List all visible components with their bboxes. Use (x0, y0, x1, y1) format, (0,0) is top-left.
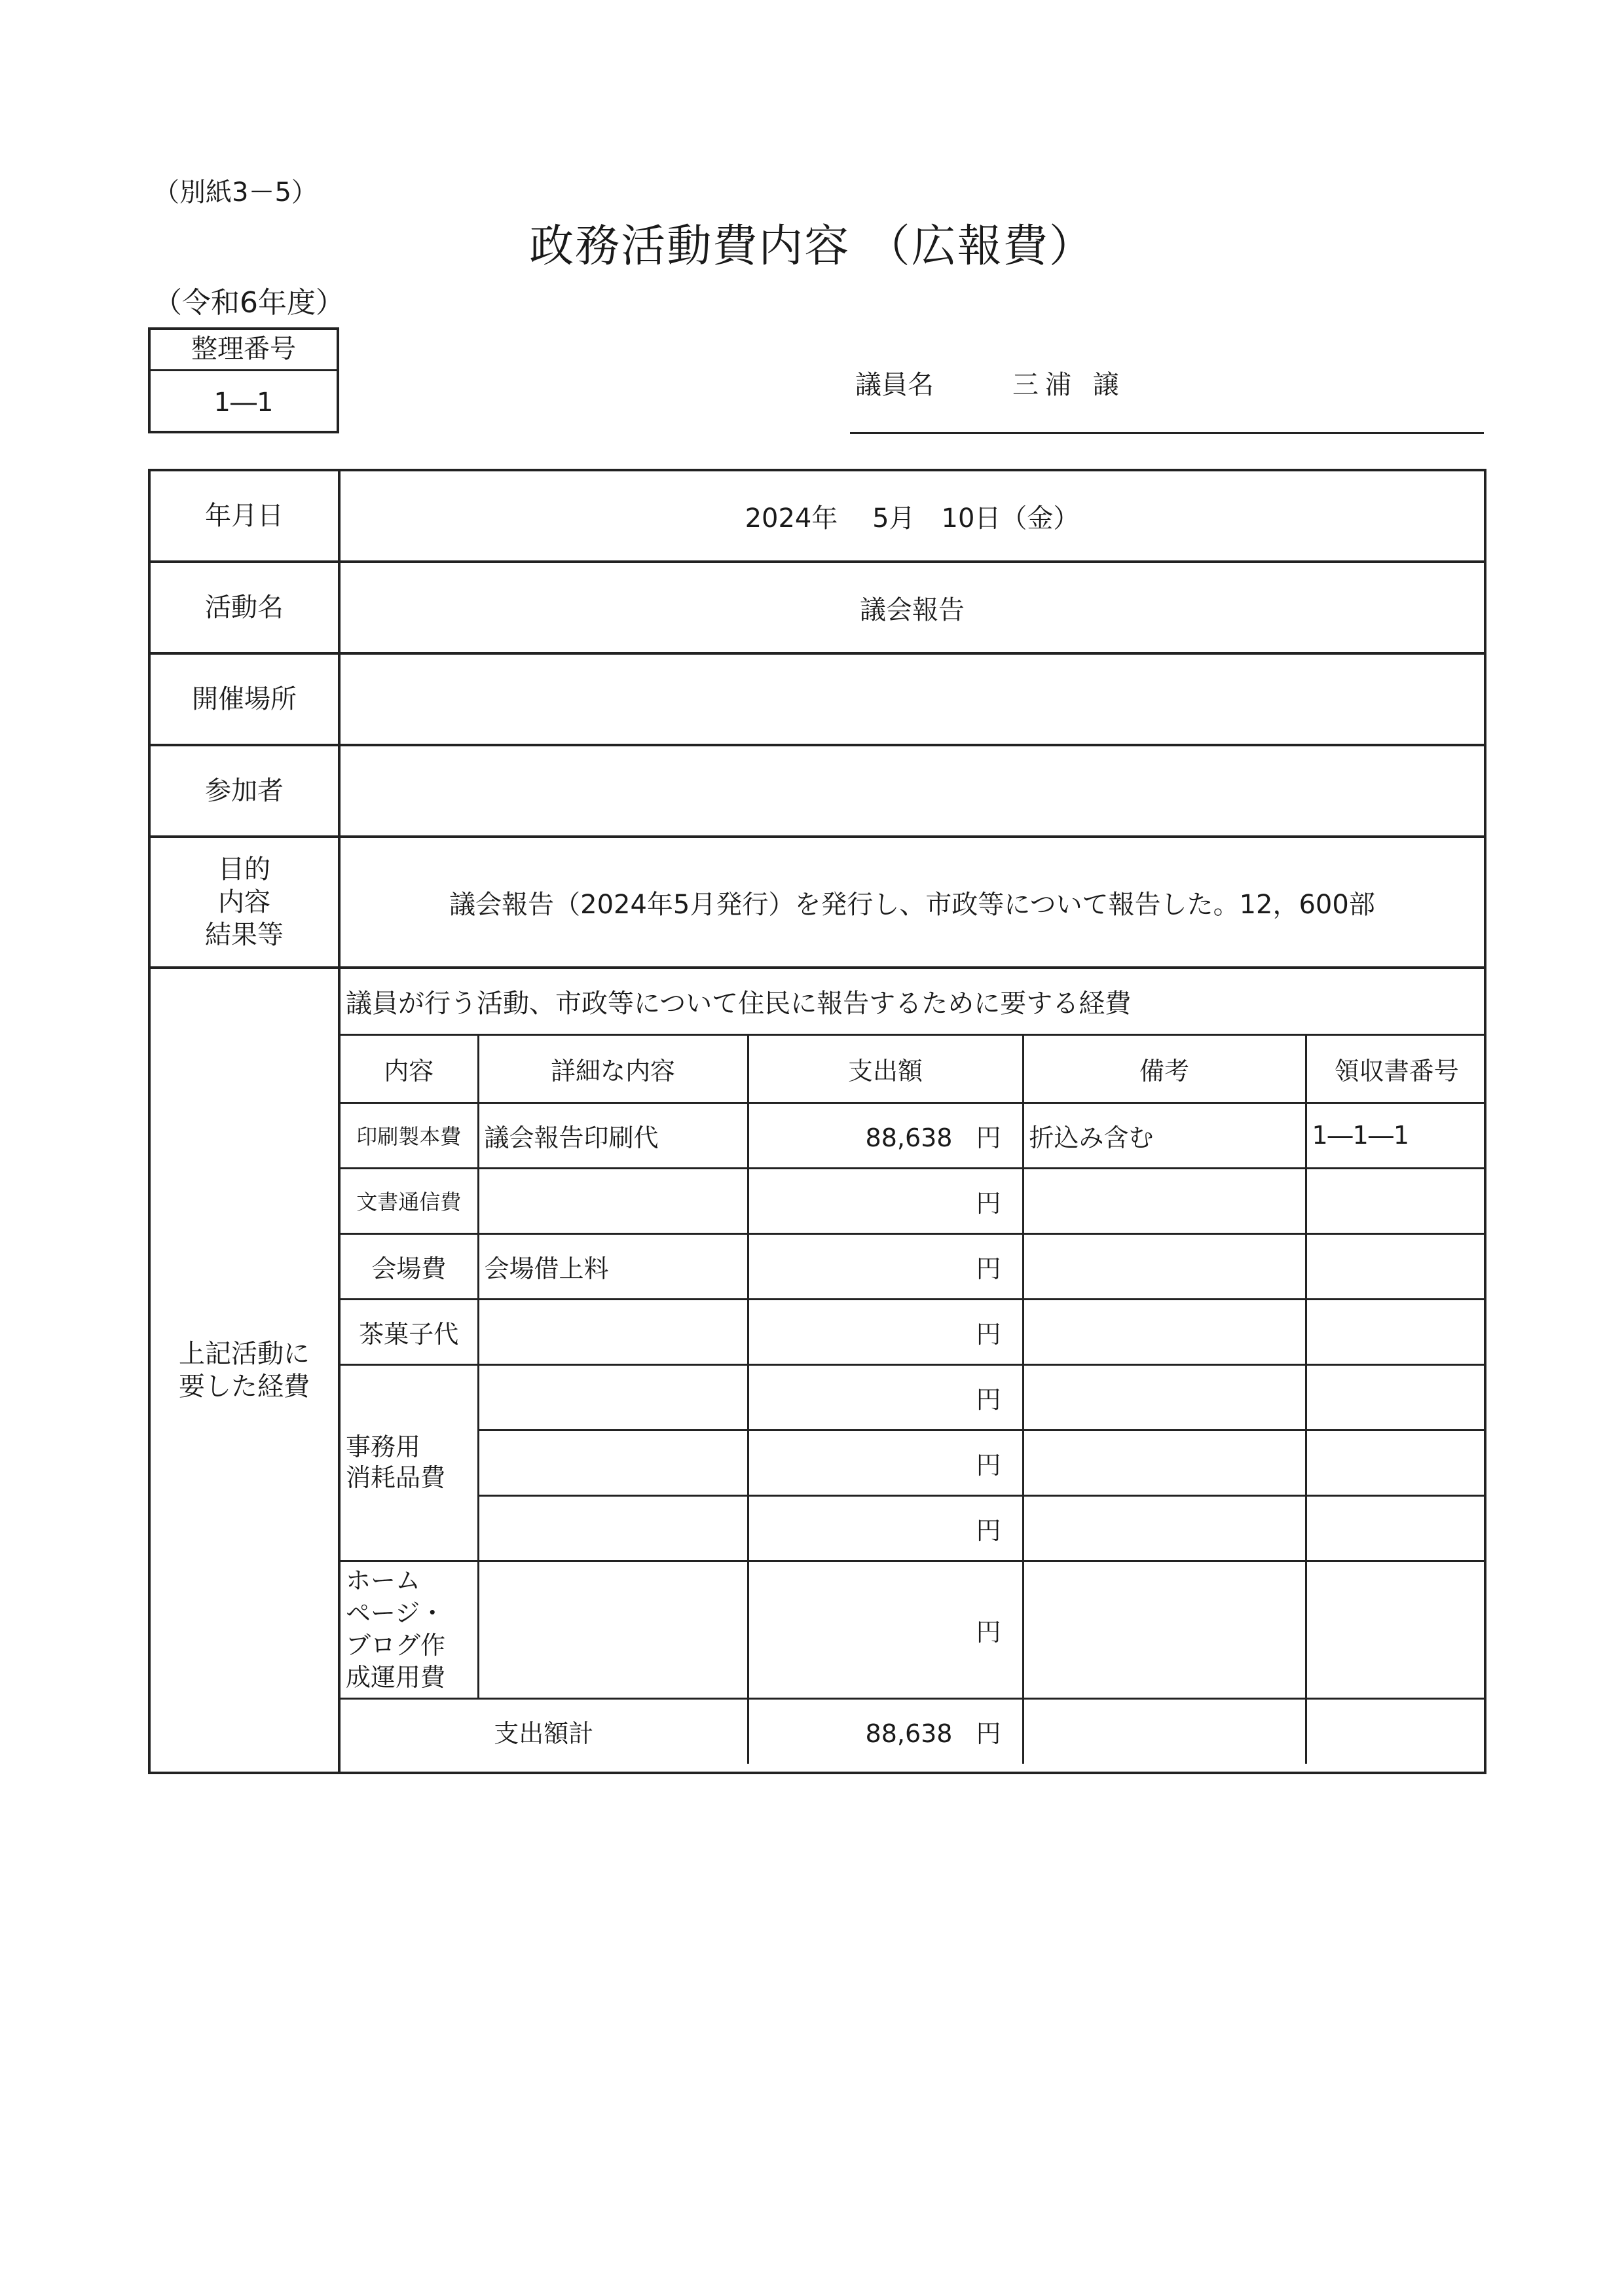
amount-cell (748, 1495, 1023, 1561)
reference-number-value: 1―1 (213, 388, 274, 418)
column-header: 支出額 (748, 1034, 1023, 1102)
table-row (341, 1233, 1486, 1299)
detail-cell (478, 1495, 748, 1561)
note-cell (1023, 1364, 1306, 1430)
yen-unit: 円 (976, 1719, 1001, 1749)
detail-cell (478, 1364, 748, 1430)
amount-cell (748, 1430, 1023, 1495)
note-cell (1023, 1299, 1306, 1364)
receipt-cell (1306, 1364, 1486, 1430)
detail-cell (478, 1430, 748, 1495)
amount-cell (748, 1102, 1023, 1168)
detail-cell (478, 1299, 748, 1364)
yen-unit: 円 (976, 1385, 1001, 1414)
web-label-line: ページ・ (346, 1598, 445, 1628)
supplies-label-line: 消耗品費 (346, 1463, 446, 1492)
date-value: 2024年 5月 10日（金） (339, 470, 1485, 562)
yen-unit: 円 (976, 1254, 1001, 1283)
receipt-cell: 1―1―1 (1306, 1102, 1486, 1168)
expenses-description: 議員が行う活動、市政等について住民に報告するために要する経費 (341, 969, 1486, 1034)
reference-number-box (148, 327, 339, 433)
purpose-label-line: 結果等 (205, 920, 284, 950)
table-row (341, 1561, 1486, 1698)
supplies-category-cell (341, 1364, 478, 1561)
category-cell: 会場費 (341, 1233, 478, 1299)
column-header: 詳細な内容 (478, 1034, 748, 1102)
purpose-label-line: 内容 (218, 887, 270, 917)
total-row (341, 1698, 1486, 1764)
yen-unit: 円 (976, 1123, 1001, 1152)
note-cell (1023, 1495, 1306, 1561)
note-cell (1023, 1168, 1306, 1233)
category-cell: 文書通信費 (341, 1168, 478, 1233)
yen-unit: 円 (976, 1188, 1001, 1218)
purpose-value: 議会報告（2024年5月発行）を発行し、市政等について報告した。12，600部 (339, 837, 1485, 968)
category-cell: 印刷製本費 (341, 1102, 478, 1168)
total-amount-cell (748, 1698, 1023, 1764)
web-label-line: ブログ作 (346, 1631, 446, 1660)
activity-name-value: 議会報告 (339, 562, 1485, 653)
receipt-cell (1306, 1299, 1486, 1364)
amount-cell (748, 1561, 1023, 1698)
total-amount: 88,638 (865, 1719, 953, 1749)
table-row (341, 1430, 1486, 1495)
detail-cell: 議会報告印刷代 (478, 1102, 748, 1168)
receipt-cell (1306, 1561, 1486, 1698)
expenses-cell (339, 968, 1485, 1773)
web-label-line: ホーム (346, 1566, 421, 1595)
yen-unit: 円 (976, 1516, 1001, 1545)
reference-number-label: 整理番号 (151, 330, 337, 371)
note-cell (1023, 1233, 1306, 1299)
member-underline (850, 432, 1484, 434)
member-label: 議員名 (855, 370, 934, 400)
member-field (855, 364, 1126, 401)
member-name: 三浦 譲 (1012, 370, 1126, 400)
participants-label: 参加者 (149, 745, 339, 837)
amount-cell (748, 1168, 1023, 1233)
expenses-section-label (149, 968, 339, 1773)
amount-cell (748, 1233, 1023, 1299)
purpose-label-line: 目的 (218, 854, 270, 884)
yen-unit: 円 (976, 1617, 1001, 1647)
venue-label: 開催場所 (149, 653, 339, 745)
web-label-line: 成運用費 (346, 1663, 446, 1692)
document-title: 政務活動費内容 （広報費） (529, 221, 1095, 272)
column-header: 備考 (1023, 1034, 1306, 1102)
table-row (341, 1299, 1486, 1364)
fiscal-year: （令和6年度） (153, 286, 344, 319)
venue-value (339, 653, 1485, 745)
note-cell (1023, 1561, 1306, 1698)
expenses-label-line: 上記活動に (179, 1339, 310, 1369)
supplies-label-line: 事務用 (346, 1432, 421, 1461)
expenses-table (341, 969, 1486, 1764)
web-category-cell (341, 1561, 478, 1698)
total-label: 支出額計 (341, 1698, 748, 1764)
date-label: 年月日 (149, 470, 339, 562)
table-row (341, 1102, 1486, 1168)
expenses-label-line: 要した経費 (179, 1372, 310, 1402)
participants-value (339, 745, 1485, 837)
amount-value: 88,638 (865, 1123, 953, 1152)
receipt-cell (1306, 1495, 1486, 1561)
amount-cell (748, 1299, 1023, 1364)
activity-name-label: 活動名 (149, 562, 339, 653)
note-cell (1023, 1430, 1306, 1495)
detail-cell: 会場借上料 (478, 1233, 748, 1299)
table-row (341, 1364, 1486, 1430)
receipt-cell (1306, 1233, 1486, 1299)
note-cell: 折込み含む (1023, 1102, 1306, 1168)
column-header: 内容 (341, 1034, 478, 1102)
column-header: 領収書番号 (1306, 1034, 1486, 1102)
attachment-reference: （別紙3－5） (153, 177, 318, 208)
receipt-cell (1306, 1430, 1486, 1495)
purpose-label (149, 837, 339, 968)
table-row (341, 1168, 1486, 1233)
detail-cell (478, 1168, 748, 1233)
receipt-cell (1306, 1698, 1486, 1764)
detail-cell (478, 1561, 748, 1698)
receipt-cell (1306, 1168, 1486, 1233)
note-cell (1023, 1698, 1306, 1764)
activity-table (148, 469, 1486, 1774)
yen-unit: 円 (976, 1450, 1001, 1480)
amount-cell (748, 1364, 1023, 1430)
category-cell: 茶菓子代 (341, 1299, 478, 1364)
table-row (341, 1495, 1486, 1561)
yen-unit: 円 (976, 1319, 1001, 1349)
